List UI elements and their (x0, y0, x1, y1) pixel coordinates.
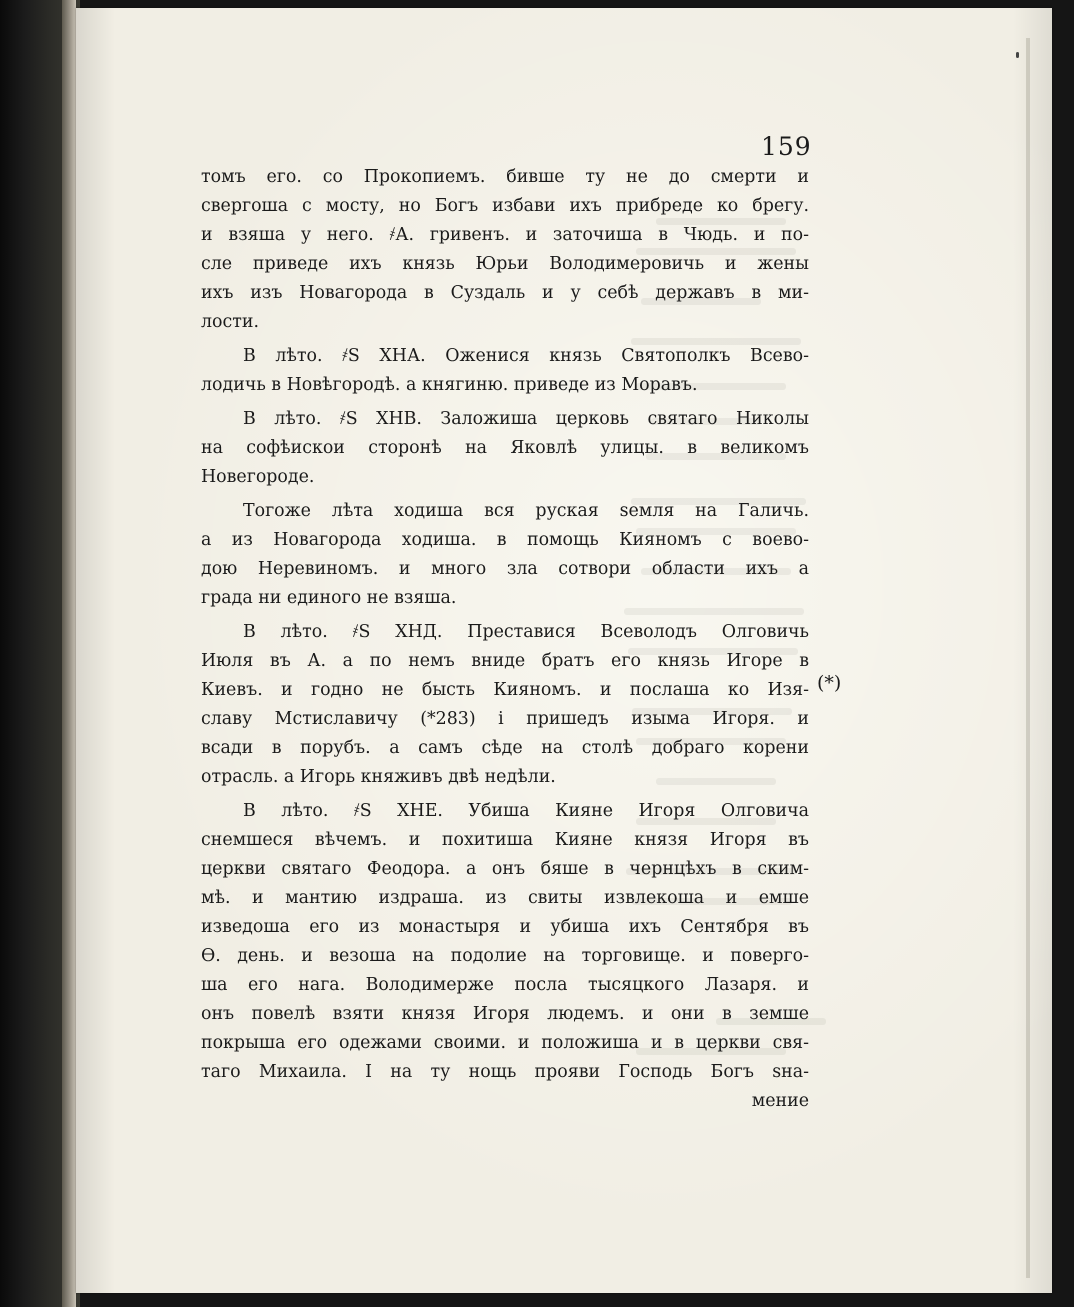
text-line: церкви святаго Феодора. а онъ бяше в чернцѣхъ в ским- (201, 859, 809, 879)
text-line: изведоша его из монастыря и убиша ихъ Сентября въ (201, 917, 809, 937)
text-line: славу Мстиславичу (*283) і пришедъ изыма Игоря. и (201, 709, 809, 729)
body-text (201, 163, 809, 1116)
text-line: и взяша у него. ҂А. гривенъ. и заточиша в Чюдь. и по- (201, 225, 809, 245)
text-line: лодичь в Новѣгородѣ. а княгиню. приведе из Моравъ. (201, 375, 698, 395)
text-line: Июля въ А. а по немъ вниде братъ его князь Игоре в (201, 651, 809, 671)
text-line: Киевъ. и годно не бысть Кияномъ. и послаша ко Изя- (201, 680, 809, 700)
text-line: лости. (201, 312, 259, 332)
text-line: Тогоже лѣта ходиша вся руская ѕемля на Галичь. (243, 501, 809, 521)
text-line: отрасль. а Игорь княживъ двѣ недѣли. (201, 767, 556, 787)
text-line: В лѣто. ҂Ѕ ХНЕ. Убиша Кияне Игоря Олговича (243, 801, 809, 821)
text-line: на софѣискои сторонѣ на Яковлѣ улицы. в великомъ (201, 438, 809, 458)
text-line: града ни единого не взяша. (201, 588, 457, 608)
text-line: Ѳ. день. и везоша на подолие на торговище. и поверго- (201, 946, 809, 966)
margin-footnote-marker: (*) (817, 672, 842, 694)
text-line: В лѣто. ҂Ѕ ХНД. Преставися Всеволодъ Олговичь (243, 622, 809, 642)
page-corner-speck (1016, 52, 1019, 58)
text-line: Новегороде. (201, 467, 315, 487)
text-line: мение (751, 1091, 809, 1111)
page-edge-shadow (1026, 38, 1030, 1278)
text-line: снемшеся вѣчемъ. и похитиша Кияне князя Игоря въ (201, 830, 809, 850)
text-line: мѣ. и мантию издраша. из свиты извлекоша и емше (201, 888, 809, 908)
text-line: В лѣто. ҂Ѕ ХНА. Оженися князь Святополкъ Всево- (243, 346, 809, 366)
text-line: ихъ изъ Новагорода в Суздаль и у себѣ державъ в ми- (201, 283, 809, 303)
text-line: свергоша с мосту, но Богъ избави ихъ прибреде ко брегу. (201, 196, 809, 216)
text-line: покрыша его одежами своими. и положиша и в церкви свя- (201, 1033, 809, 1053)
text-line: онъ повелѣ взяти князя Игоря людемъ. и они в земше (201, 1004, 809, 1024)
text-line: ша его нага. Володимерже посла тысяцкого Лазаря. и (201, 975, 809, 995)
page-sheet (76, 8, 1052, 1293)
book-spine-edge (62, 0, 76, 1307)
text-line: дою Неревиномъ. и много зла сотвори области ихъ а (201, 559, 809, 579)
page-number: 159 (761, 132, 812, 161)
text-line: всади в порубъ. а самъ сѣде на столѣ добраго корени (201, 738, 809, 758)
text-line: томъ его. со Прокопиемъ. бивше ту не до смерти и (201, 167, 809, 187)
text-line: а из Новагорода ходиша. в помощь Кияномъ с воево- (201, 530, 809, 550)
text-line: сле приведе ихъ князь Юрьи Володимеровичь и жены (201, 254, 809, 274)
text-line: таго Михаила. І на ту нощь прояви Господь Богъ ѕна- (201, 1062, 809, 1082)
text-line: В лѣто. ҂Ѕ ХНВ. Заложиша церковь святаго Николы (243, 409, 809, 429)
